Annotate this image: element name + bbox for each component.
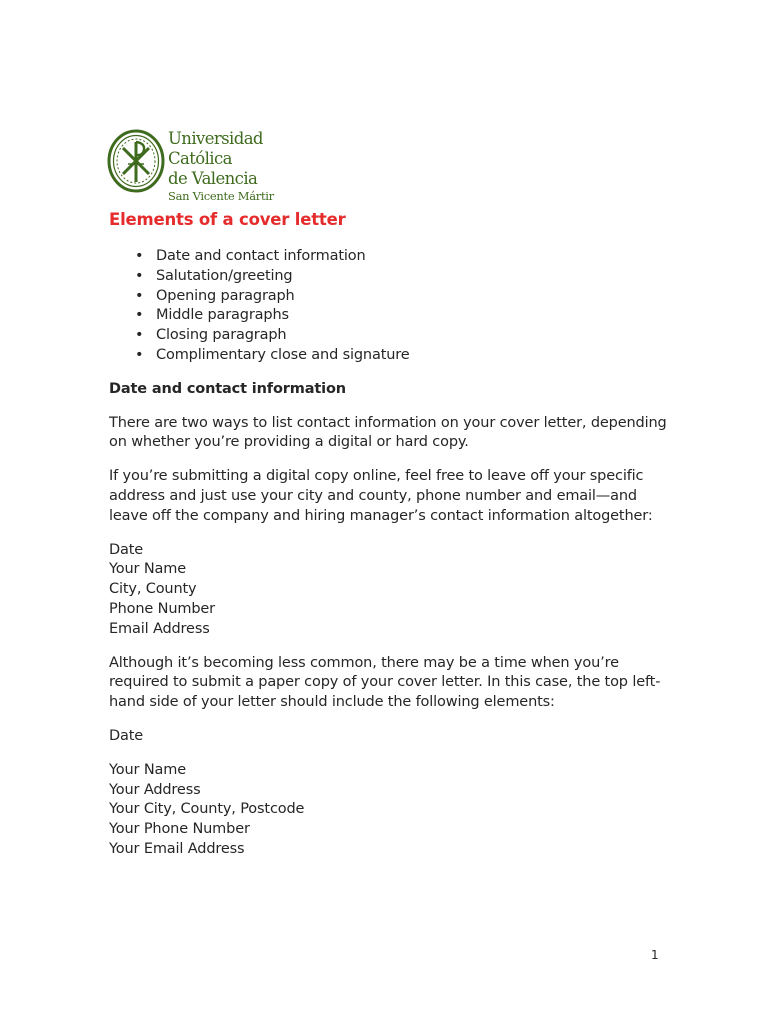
digital-contact-block bbox=[109, 541, 669, 640]
bullet-icon: • bbox=[135, 346, 144, 363]
logo-line: San Vicente Mártir bbox=[168, 189, 274, 203]
list-item bbox=[109, 287, 669, 307]
contact-line: Your Email Address bbox=[109, 840, 245, 857]
contact-line: Your City, County, Postcode bbox=[109, 801, 305, 818]
university-name bbox=[168, 129, 274, 203]
page-title: Elements of a cover letter bbox=[109, 210, 346, 229]
paragraph: There are two ways to list contact information on your cover letter, depending on whether you’re providing a digital or hard copy. bbox=[109, 414, 667, 451]
list-item bbox=[109, 326, 669, 346]
contact-line: Your Name bbox=[109, 561, 186, 578]
list-item bbox=[109, 306, 669, 326]
contact-line: Your Name bbox=[109, 761, 186, 778]
list-item-text: Date and contact information bbox=[156, 248, 366, 264]
page-number: 1 bbox=[651, 948, 659, 962]
bullet-icon: • bbox=[135, 307, 144, 324]
contact-line: Your Phone Number bbox=[109, 821, 250, 838]
bullet-icon: • bbox=[135, 248, 144, 264]
paragraph: If you’re submitting a digital copy online, feel free to leave off your specific address and just use your city and county, phone number and email—and leave off the company and hiring manager’s contact information altogether: bbox=[109, 468, 653, 524]
bullet-icon: • bbox=[135, 327, 144, 344]
list-item bbox=[109, 267, 669, 287]
contact-line: Your Address bbox=[109, 781, 201, 798]
contact-line: Date bbox=[109, 727, 144, 744]
list-item-text: Middle paragraphs bbox=[156, 307, 289, 324]
contact-line: Phone Number bbox=[109, 600, 215, 617]
document-body bbox=[109, 247, 669, 860]
elements-list bbox=[109, 247, 669, 366]
contact-line: City, County bbox=[109, 581, 197, 598]
university-seal-icon bbox=[108, 128, 166, 192]
paper-contact-block bbox=[109, 761, 669, 860]
list-item-text: Salutation/greeting bbox=[156, 267, 293, 284]
list-item bbox=[109, 247, 669, 267]
logo-line: Universidad bbox=[168, 129, 263, 148]
list-item-text: Complimentary close and signature bbox=[156, 346, 410, 363]
bullet-icon: • bbox=[135, 267, 144, 284]
university-logo bbox=[108, 128, 274, 203]
paper-date bbox=[109, 727, 669, 747]
list-item bbox=[109, 346, 669, 366]
logo-line: de Valencia bbox=[168, 169, 258, 188]
section-title: Date and contact information bbox=[109, 380, 346, 397]
contact-line: Date bbox=[109, 541, 144, 558]
list-item-text: Closing paragraph bbox=[156, 327, 287, 344]
bullet-icon: • bbox=[135, 287, 144, 304]
contact-line: Email Address bbox=[109, 620, 210, 637]
list-item-text: Opening paragraph bbox=[156, 287, 295, 304]
logo-line: Católica bbox=[168, 149, 232, 168]
paragraph: Although it’s becoming less common, there may be a time when you’re required to submit a paper copy of your cover letter. In this case, the top left-hand side of your letter should include the following elements: bbox=[109, 654, 661, 711]
